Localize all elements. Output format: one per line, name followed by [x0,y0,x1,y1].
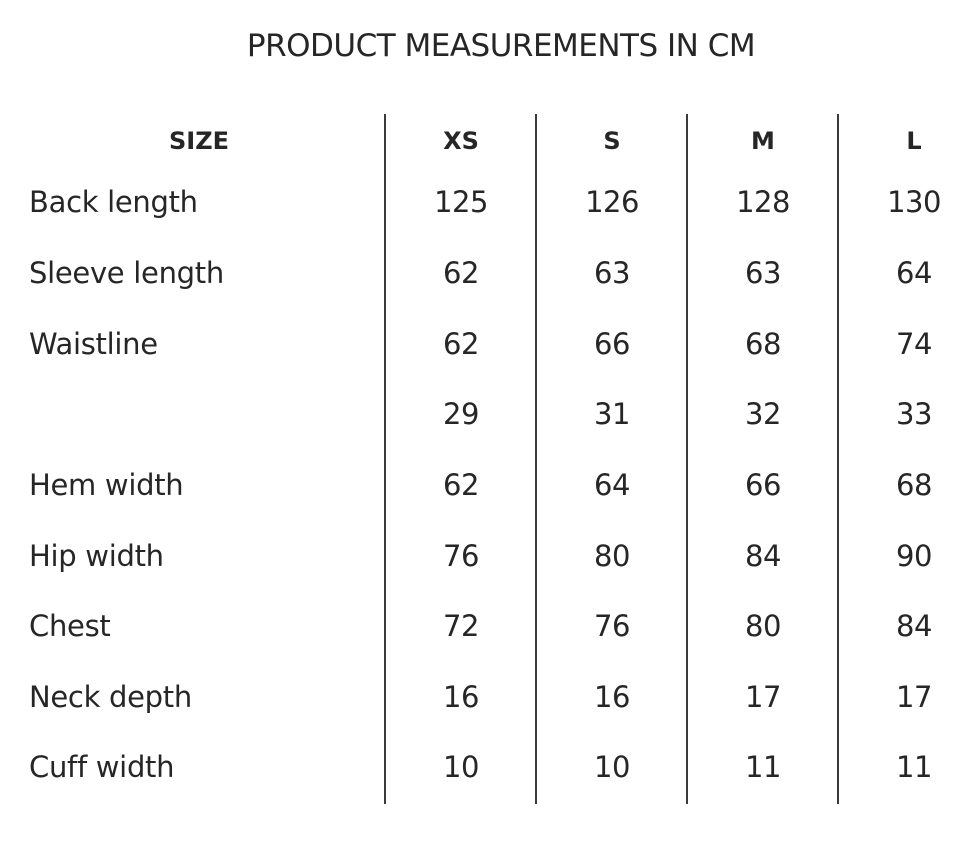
cell-value-l: 33 [896,397,932,431]
size-header: SIZE [168,127,229,155]
table-row [0,397,962,431]
table-row [0,539,962,573]
cell-value-xs: 62 [443,327,479,361]
cell-value-xs: 10 [443,750,479,784]
cell-value-s: 76 [594,609,630,643]
table-row [0,609,962,643]
cell-value-m: 32 [745,397,781,431]
cell-value-m: 84 [745,539,781,573]
cell-value-m: 66 [745,468,781,502]
cell-value-xs: 62 [443,468,479,502]
cell-value-m: 128 [736,185,790,219]
cell-value-m: 11 [745,750,781,784]
row-label: Hem width [29,468,184,502]
cell-value-s: 80 [594,539,630,573]
table-row [0,327,962,361]
table-row [0,750,962,784]
cell-value-m: 63 [745,256,781,290]
cell-value-l: 74 [896,327,932,361]
row-label: Chest [29,609,111,643]
table-row [0,680,962,714]
table-row [0,256,962,290]
cell-value-xs: 125 [434,185,488,219]
table-row [0,468,962,502]
row-label: Back length [29,185,198,219]
size-header-xs: XS [443,127,479,155]
page-title: PRODUCT MEASUREMENTS IN CM [246,28,756,64]
cell-value-l: 90 [896,539,932,573]
cell-value-s: 63 [594,256,630,290]
size-header-s: S [603,127,621,155]
cell-value-s: 31 [594,397,630,431]
size-header-l: L [906,127,922,155]
cell-value-m: 17 [745,680,781,714]
cell-value-xs: 62 [443,256,479,290]
row-label: Neck depth [29,680,192,714]
cell-value-s: 66 [594,327,630,361]
cell-value-xs: 29 [443,397,479,431]
table-header-row [0,124,962,158]
cell-value-s: 64 [594,468,630,502]
cell-value-l: 84 [896,609,932,643]
row-label: Sleeve length [29,256,224,290]
row-label: Cuff width [29,750,175,784]
cell-value-l: 11 [896,750,932,784]
cell-value-xs: 76 [443,539,479,573]
cell-value-l: 17 [896,680,932,714]
size-header-m: M [751,127,775,155]
cell-value-s: 16 [594,680,630,714]
cell-value-s: 10 [594,750,630,784]
cell-value-xs: 16 [443,680,479,714]
row-label: Hip width [29,539,164,573]
cell-value-l: 64 [896,256,932,290]
cell-value-xs: 72 [443,609,479,643]
cell-value-l: 130 [887,185,941,219]
cell-value-m: 80 [745,609,781,643]
measurements-table [0,114,962,804]
table-row [0,185,962,219]
cell-value-s: 126 [585,185,639,219]
cell-value-m: 68 [745,327,781,361]
row-label: Waistline [29,327,158,361]
cell-value-l: 68 [896,468,932,502]
